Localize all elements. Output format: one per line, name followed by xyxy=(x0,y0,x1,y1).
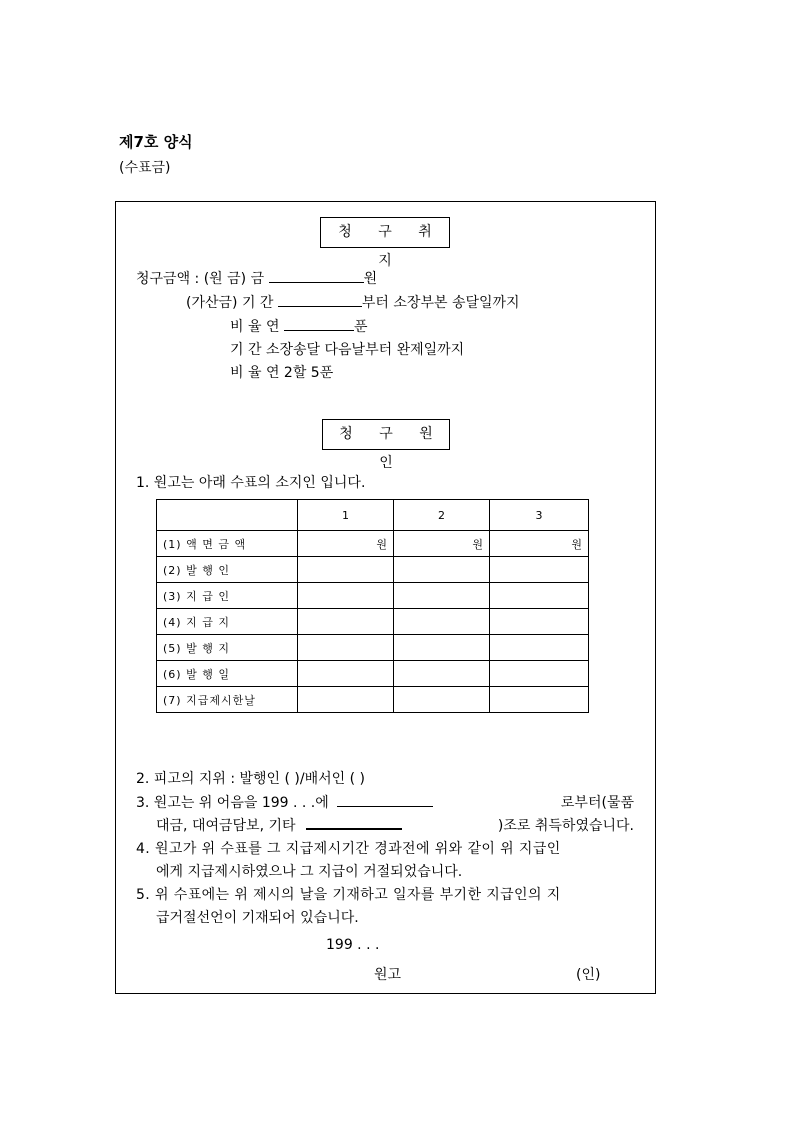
claim-amount-label: 청구금액 : (원 금) 금 xyxy=(136,271,265,287)
row-label: (6) 발 행 일 xyxy=(157,661,298,687)
interest-period-label: (가산금) 기 간 xyxy=(186,295,274,311)
claim-cause-heading: 청 구 원 인 xyxy=(322,419,450,450)
filing-date: 199 . . . xyxy=(326,937,380,953)
won-unit: 원 xyxy=(363,271,378,287)
table-row xyxy=(157,557,589,583)
table-cell[interactable] xyxy=(298,557,394,583)
table-header-row xyxy=(157,500,589,531)
table-cell[interactable] xyxy=(298,635,394,661)
cause-item-5-line2: 급거절선언이 기재되어 있습니다. xyxy=(156,910,359,926)
seal-mark: (인) xyxy=(576,967,601,983)
other-reason-blank[interactable] xyxy=(306,828,402,830)
table-cell[interactable] xyxy=(394,583,490,609)
row-label: (2) 발 행 인 xyxy=(157,557,298,583)
delay-rate-line: 비 율 연 2할 5푼 xyxy=(230,365,334,381)
check-table xyxy=(156,499,589,713)
table-cell[interactable] xyxy=(394,687,490,713)
table-cell[interactable] xyxy=(298,609,394,635)
table-cell[interactable] xyxy=(490,661,589,687)
cause-item-2: 2. 피고의 지위 : 발행인 ( )/배서인 ( ) xyxy=(136,771,366,787)
table-cell[interactable] xyxy=(394,557,490,583)
claim-amount-line xyxy=(136,268,377,288)
table-row xyxy=(157,687,589,713)
table-cell[interactable] xyxy=(298,661,394,687)
table-cell[interactable] xyxy=(490,583,589,609)
table-row xyxy=(157,583,589,609)
table-cell[interactable] xyxy=(490,687,589,713)
table-cell[interactable] xyxy=(490,635,589,661)
cause-item-1: 1. 원고는 아래 수표의 소지인 입니다. xyxy=(136,475,366,491)
interest-period-line xyxy=(186,292,520,312)
table-cell[interactable] xyxy=(298,583,394,609)
form-title: 제7호 양식 xyxy=(119,133,193,151)
claim-purpose-heading: 청 구 취 지 xyxy=(320,217,450,248)
table-cell[interactable] xyxy=(490,609,589,635)
interest-rate-line xyxy=(230,316,367,336)
cause-item-4-line2: 에게 지급제시하였으나 그 지급이 거절되었습니다. xyxy=(156,864,463,880)
row-label: (3) 지 급 인 xyxy=(157,583,298,609)
interest-rate-label: 비 율 연 xyxy=(230,319,280,335)
plaintiff-label: 원고 xyxy=(374,967,402,983)
table-cell[interactable] xyxy=(298,687,394,713)
table-row xyxy=(157,635,589,661)
table-cell[interactable] xyxy=(394,609,490,635)
cause-item-4-line1: 4. 원고가 위 수표를 그 지급제시기간 경과전에 위와 같이 위 지급인 xyxy=(136,841,561,857)
column-header: 2 xyxy=(394,500,490,531)
row-label: (7) 지급제시한날 xyxy=(157,687,298,713)
row-label: (5) 발 행 지 xyxy=(157,635,298,661)
table-corner-cell xyxy=(157,500,298,531)
item3-text-a: 3. 원고는 위 어음을 199 . . .에 xyxy=(136,795,329,811)
column-header: 3 xyxy=(490,500,589,531)
table-cell[interactable]: 원 xyxy=(490,531,589,557)
delay-period-line: 기 간 소장송달 다음날부터 완제일까지 xyxy=(230,342,465,358)
table-cell[interactable] xyxy=(394,635,490,661)
table-row xyxy=(157,661,589,687)
principal-blank[interactable] xyxy=(269,282,364,283)
table-row xyxy=(157,609,589,635)
table-cell[interactable]: 원 xyxy=(394,531,490,557)
interest-rate-unit: 푼 xyxy=(353,319,368,335)
form-subtitle: (수표금) xyxy=(119,160,171,176)
cause-item-3-line2 xyxy=(156,815,634,835)
row-label: (1) 액 면 금 액 xyxy=(157,531,298,557)
cause-item-5-line1: 5. 위 수표에는 위 제시의 날을 기재하고 일자를 부기한 지급인의 지 xyxy=(136,887,561,903)
table-row xyxy=(157,531,589,557)
interest-period-suffix: 부터 소장부본 송달일까지 xyxy=(361,295,520,311)
interest-rate-blank[interactable] xyxy=(284,330,354,331)
cause-item-3-line1 xyxy=(136,792,634,812)
item3-text-d: )조로 취득하였습니다. xyxy=(497,818,634,834)
table-cell[interactable]: 원 xyxy=(298,531,394,557)
row-label: (4) 지 급 지 xyxy=(157,609,298,635)
interest-start-blank[interactable] xyxy=(278,306,362,307)
acquired-from-blank[interactable] xyxy=(337,806,433,807)
item3-text-b: 로부터(물품 xyxy=(560,795,634,811)
item3-text-c: 대금, 대여금담보, 기타 xyxy=(156,818,296,834)
column-header: 1 xyxy=(298,500,394,531)
table-cell[interactable] xyxy=(490,557,589,583)
table-cell[interactable] xyxy=(394,661,490,687)
